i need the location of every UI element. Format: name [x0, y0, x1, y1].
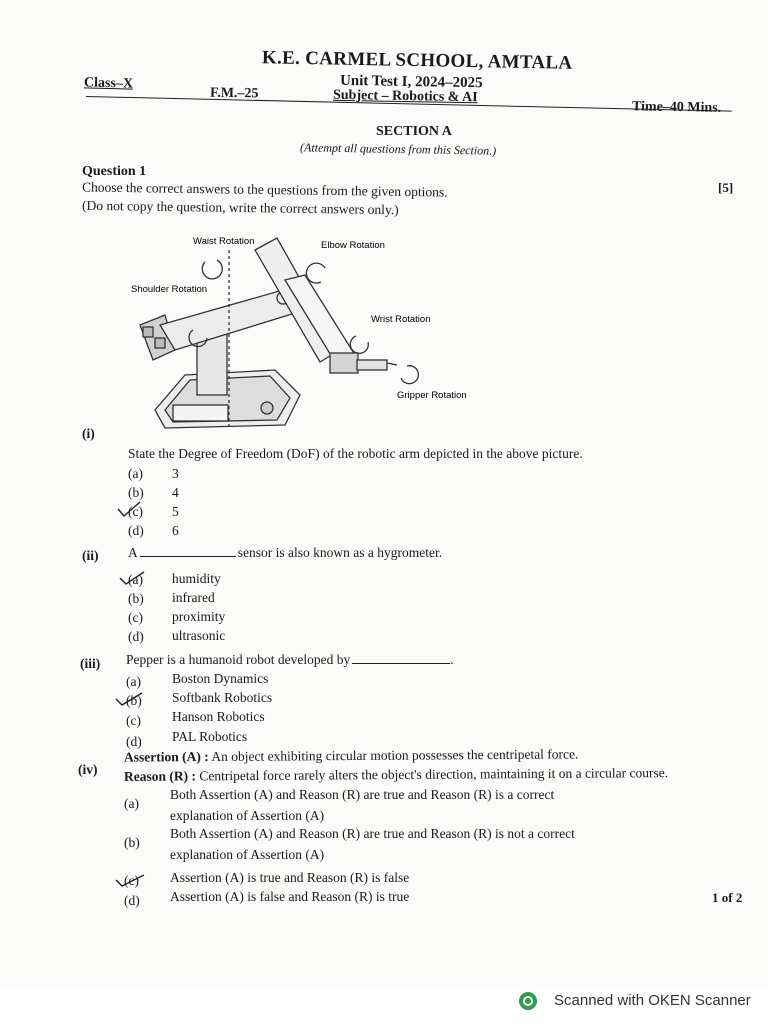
tick-mark-icon [118, 568, 162, 586]
answer-blank [140, 545, 236, 557]
page-number: 1 of 2 [712, 890, 743, 905]
option-text: infrared [172, 590, 215, 605]
reason-line [124, 765, 668, 785]
option-text: Both Assertion (A) and Reason (R) are true and Reason (R) is a correct [170, 787, 555, 802]
option-text: 6 [172, 523, 179, 538]
subject-label: Subject – Robotics & AI [332, 87, 478, 106]
option-letter: (a) [126, 674, 141, 689]
question-iii-text-main: Pepper is a humanoid robot developed by [126, 652, 351, 667]
question-instruction: Choose the correct answers to the questions from the given options. [81, 179, 448, 200]
option-letter: (a) [128, 572, 143, 587]
section-title: SECTION A [376, 124, 452, 139]
option-letter: (b) [128, 485, 144, 500]
option-text: explanation of Assertion (A) [170, 808, 325, 823]
option-text: explanation of Assertion (A) [170, 847, 325, 862]
option-letter: (d) [124, 893, 140, 908]
wrist-rotation-label: Wrist Rotation [371, 314, 431, 325]
option-letter: (d) [128, 523, 144, 538]
option-text: proximity [172, 609, 226, 624]
school-name: K.E. CARMEL SCHOOL, AMTALA [261, 47, 573, 74]
scanner-watermark: Scanned with OKEN Scanner [554, 992, 751, 1009]
option-letter: (b) [128, 591, 144, 606]
option-letter: (c) [128, 504, 143, 519]
question-instruction-note: (Do not copy the question, write the correct answers only.) [81, 197, 399, 218]
option-text: Both Assertion (A) and Reason (R) are true and Reason (R) is not a correct [170, 826, 575, 841]
option-letter: (c) [126, 713, 141, 728]
option-text: Assertion (A) is false and Reason (R) is true [170, 889, 410, 904]
option-letter: (c) [128, 610, 143, 625]
question-iii-number: (iii) [80, 656, 101, 671]
oken-scanner-logo-icon [518, 991, 538, 1011]
class-label: Class–X [83, 75, 134, 92]
question-iii-text [126, 652, 454, 668]
exam-title: Unit Test I, 2024–2025 [339, 72, 483, 92]
option-text: Assertion (A) is true and Reason (R) is false [170, 870, 410, 885]
tick-mark-icon [114, 690, 158, 708]
full-marks-label: F.M.–25 [209, 85, 259, 102]
option-text: 4 [172, 485, 179, 500]
shoulder-rotation-label: Shoulder Rotation [131, 284, 208, 295]
option-letter: (b) [124, 835, 140, 850]
option-letter: (d) [126, 734, 142, 749]
assertion-label: Assertion (A) : [123, 748, 209, 765]
reason-label: Reason (R) : [123, 768, 197, 784]
question-marks: [5] [718, 180, 734, 195]
section-instruction: (Attempt all questions from this Section.) [299, 140, 497, 158]
option-text: Softbank Robotics [172, 690, 273, 705]
question-i-text: State the Degree of Freedom (DoF) of the robotic arm depicted in the above picture. [128, 446, 583, 461]
option-letter: (a) [128, 466, 143, 481]
gripper-rotation-label: Gripper Rotation [397, 390, 467, 401]
tick-mark-icon [114, 871, 158, 889]
option-text: 3 [172, 466, 179, 481]
option-text: ultrasonic [172, 628, 226, 643]
elbow-rotation-label: Elbow Rotation [321, 240, 385, 251]
option-letter: (a) [124, 796, 139, 811]
question-iv-number: (iv) [78, 762, 98, 777]
answer-blank [352, 652, 450, 664]
waist-rotation-label: Waist Rotation [193, 236, 255, 247]
question-title: Question 1 [82, 164, 147, 179]
question-ii-text-before: A [128, 545, 138, 560]
question-i-number: (i) [82, 426, 95, 441]
option-letter: (c) [124, 873, 139, 888]
assertion-line [124, 746, 578, 765]
option-text: PAL Robotics [172, 729, 248, 744]
option-text: 5 [172, 504, 179, 519]
question-iii-text-end: . [450, 652, 454, 667]
question-ii-text-after: sensor is also known as a hygrometer. [237, 545, 443, 560]
robotic-arm-diagram [125, 230, 485, 440]
option-text: humidity [172, 571, 221, 586]
question-ii-number: (ii) [82, 548, 99, 563]
option-text: Hanson Robotics [172, 709, 265, 724]
option-text: Boston Dynamics [172, 671, 269, 686]
time-label: Time–40 Mins. [631, 99, 722, 116]
question-ii-text [128, 545, 442, 561]
option-letter: (b) [126, 693, 142, 708]
assertion-text: An object exhibiting circular motion possesses the centripetal force. [211, 746, 579, 764]
option-letter: (d) [128, 629, 144, 644]
reason-text: Centripetal force rarely alters the object's direction, maintaining it on a circular course. [199, 765, 669, 784]
tick-mark-icon [116, 500, 160, 518]
